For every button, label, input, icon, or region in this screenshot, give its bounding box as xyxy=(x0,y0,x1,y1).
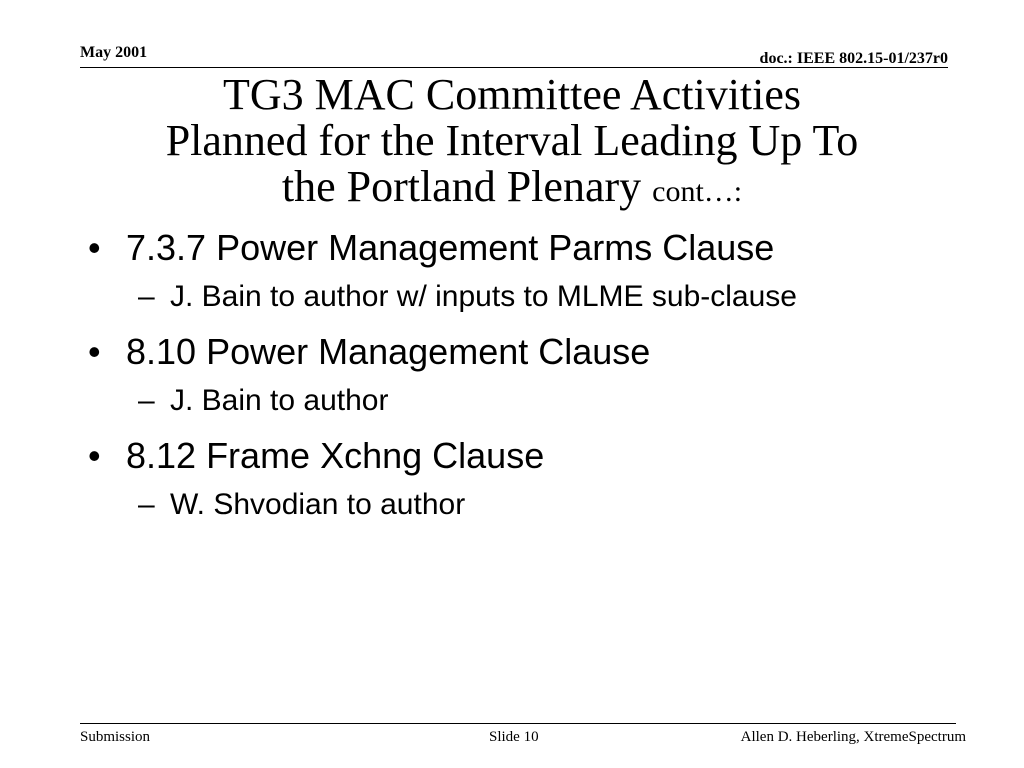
sub-bullet-marker: – xyxy=(138,280,155,313)
footer-author: Allen D. Heberling, XtremeSpectrum xyxy=(740,729,966,745)
bullet-text: 8.10 Power Management Clause xyxy=(126,331,651,372)
sub-bullet-item xyxy=(138,278,918,316)
bullet-marker: • xyxy=(88,227,101,268)
bullet-marker: • xyxy=(88,331,101,372)
sub-bullet-text: J. Bain to author w/ inputs to MLME sub-clause xyxy=(170,280,797,313)
sub-bullet-marker: – xyxy=(138,488,155,521)
bullet-text: 8.12 Frame Xchng Clause xyxy=(126,435,545,476)
slide-body xyxy=(88,226,918,538)
header-doc-id: doc.: IEEE 802.15-01/237r0 xyxy=(759,50,948,67)
footer-slide-number: Slide 10 xyxy=(489,729,539,745)
sub-bullet-item xyxy=(138,382,918,420)
sub-bullet-item xyxy=(138,486,918,524)
sub-bullet-marker: – xyxy=(138,384,155,417)
sub-bullet-text: J. Bain to author xyxy=(170,384,389,417)
slide-title xyxy=(70,72,954,215)
header-divider xyxy=(80,67,948,68)
bullet-marker: • xyxy=(88,435,101,476)
sub-bullet-text: W. Shvodian to author xyxy=(170,488,466,521)
footer-submission: Submission xyxy=(80,729,151,745)
bullet-item xyxy=(88,330,918,374)
footer-divider xyxy=(80,723,956,724)
title-line-1: TG3 MAC Committee Activities xyxy=(222,70,802,119)
bullet-text: 7.3.7 Power Management Parms Clause xyxy=(126,227,775,268)
title-line-2: Planned for the Interval Leading Up To xyxy=(165,116,859,165)
title-line-3: the Portland Plenary xyxy=(281,162,653,211)
bullet-item xyxy=(88,434,918,478)
bullet-item xyxy=(88,226,918,270)
header-date: May 2001 xyxy=(80,44,148,61)
title-line-3-suffix: cont…: xyxy=(652,175,743,208)
